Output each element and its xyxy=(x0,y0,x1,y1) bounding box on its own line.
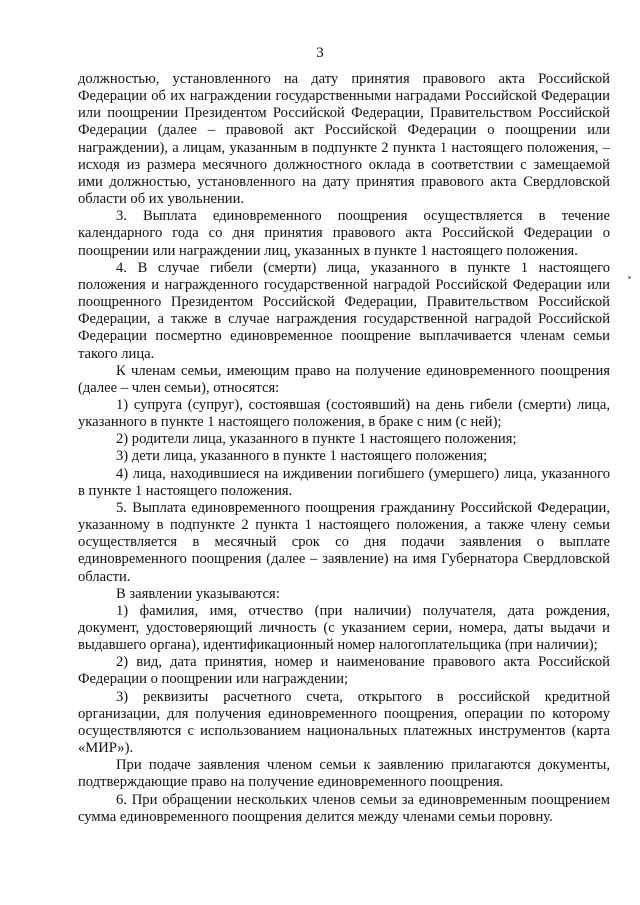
paragraph-item-6: 6. При обращении нескольких членов семьи за единовременным поощрением сумма единовременного поощрения делится между членами семьи поровну. xyxy=(78,791,610,825)
subitem-family-2: 2) родители лица, указанного в пункте 1 настоящего положения; xyxy=(116,431,517,448)
subitem-application-2: 2) вид, дата принятия, номер и наименование правового акта Российской Федерации о поощрении или награждении; xyxy=(78,654,610,688)
document-body xyxy=(78,71,610,826)
subitem-application-3: 3) реквизиты расчетного счета, открытого в российской кредитной организации, для получения единовременного поощрения, операции по которому осуществляются с использованием национальных платежных инструментов (карта «МИР»). xyxy=(78,688,610,757)
paragraph-item-4: 4. В случае гибели (смерти) лица, указанного в пункте 1 настоящего положения и награжденного государственной наградой Российской Федерации или поощренного Президентом Российской Федерации, Правительством Российской Федерации, а также в случае награждения государственной наградой Российской Федерации посмертно единовременное поощрение выплачивается членам семьи такого лица. xyxy=(78,259,610,362)
subitem-family-1: 1) супруга (супруг), состоявшая (состоявший) на день гибели (смерти) лица, указанного в пункте 1 настоящего положения, в браке с ним (с ней); xyxy=(78,396,610,431)
paragraph-item-3: 3. Выплата единовременного поощрения осуществляется в течение календарного года со дня принятия правового акта Российской Федерации о поощрении или награждении лиц, указанных в пункте 1 настоящего положения. xyxy=(78,208,610,259)
paragraph-item-5: 5. Выплата единовременного поощрения гражданину Российской Федерации, указанному в подпункте 2 пункта 1 настоящего положения, а также члену семьи осуществляется в месячный срок со дня подачи заявления о выплате единовременного поощрения (далее – заявление) на имя Губернатора Свердловской области. xyxy=(78,499,610,585)
subitem-application-1: 1) фамилия, имя, отчество (при наличии) получателя, дата рождения, документ, удостоверяющий личность (с указанием серии, номера, даты выдачи и выдавшего органа), идентификационный номер налогоплательщика (при наличии); xyxy=(78,602,610,654)
subitem-family-3: 3) дети лица, указанного в пункте 1 настоящего положения; xyxy=(116,448,488,465)
page-number: 3 xyxy=(316,45,324,61)
scan-speck xyxy=(628,276,631,279)
paragraph-attached-documents: При подаче заявления членом семьи к заявлению прилагаются документы, подтверждающие право на получение единовременного поощрения. xyxy=(78,757,610,791)
paragraph-family-members: К членам семьи, имеющим право на получение единовременного поощрения (далее – член семьи), относятся: xyxy=(78,362,610,396)
subitem-family-4: 4) лица, находившиеся на иждивении погибшего (умершего) лица, указанного в пункте 1 настоящего положения. xyxy=(78,465,610,499)
paragraph-application-contents: В заявлении указываются: xyxy=(116,585,280,602)
paragraph-continuation: должностью, установленного на дату принятия правового акта Российской Федерации об их награждении государственными наградами Российской Федерации или поощрении Президентом Российской Федерации, Правительством Российской Федерации (далее – правовой акт Российской Федерации о поощрении или награждении), а лицам, указанным в подпункте 2 пункта 1 настоящего положения, – исходя из размера месячного должностного оклада в соответствии с замещаемой ими должностью, установленного на дату принятия правового акта Свердловской области об их увольнении. xyxy=(78,71,610,208)
